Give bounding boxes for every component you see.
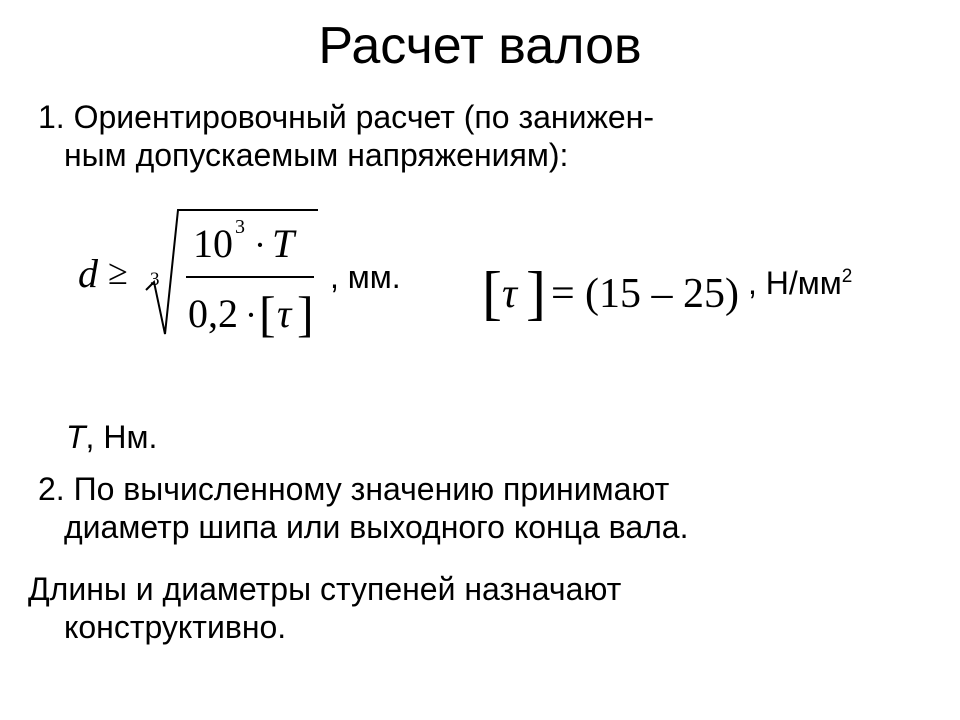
numerator-exponent: 3	[235, 216, 245, 238]
slide-title: Расчет валов	[318, 17, 642, 75]
paragraph-line: 2. По вычисленному значению принимают	[38, 471, 670, 507]
numerator-dot: ·	[254, 225, 266, 265]
allowable-stress-tau: τ	[502, 271, 518, 317]
paragraph-line: диаметр шипа или выходного конца вала.	[64, 509, 689, 545]
denominator-var-tau: τ	[277, 291, 292, 336]
torque-var-t: T	[66, 419, 86, 455]
denominator-coef: 0,2	[188, 291, 238, 336]
formula-geq-sign: ≥	[108, 252, 128, 292]
tau-bracket-right: ]	[526, 260, 546, 326]
unit-stress-text: , Н/мм	[748, 265, 842, 301]
denominator-dot: ·	[245, 295, 257, 335]
paragraph-step-dimensions	[28, 570, 621, 646]
paragraph-line: ным допускаемым напряжениям):	[64, 137, 569, 173]
stress-range: (15 – 25)	[585, 271, 739, 317]
tau-bracket-left: [	[482, 260, 502, 326]
paragraph-line: конструктивно.	[64, 609, 287, 645]
torque-units-line	[66, 418, 157, 456]
paragraph-line: 1. Ориентировочный расчет (по занижен-	[38, 99, 654, 135]
unit-stress	[748, 258, 852, 302]
bracket-right: ]	[297, 286, 314, 342]
paragraph-diameter-selection	[38, 470, 688, 546]
torque-units: , Нм.	[85, 419, 158, 455]
unit-mm: , мм.	[330, 259, 401, 295]
numerator-base: 10	[193, 221, 233, 266]
root-index: 3	[150, 269, 160, 290]
unit-stress-exponent: 2	[841, 266, 853, 287]
paragraph-line: Длины и диаметры ступеней назначают	[28, 571, 622, 607]
formula-var-d: d	[78, 251, 98, 296]
bracket-left: [	[259, 286, 276, 342]
equals-sign: =	[551, 271, 575, 317]
numerator-var-t: T	[272, 221, 295, 266]
